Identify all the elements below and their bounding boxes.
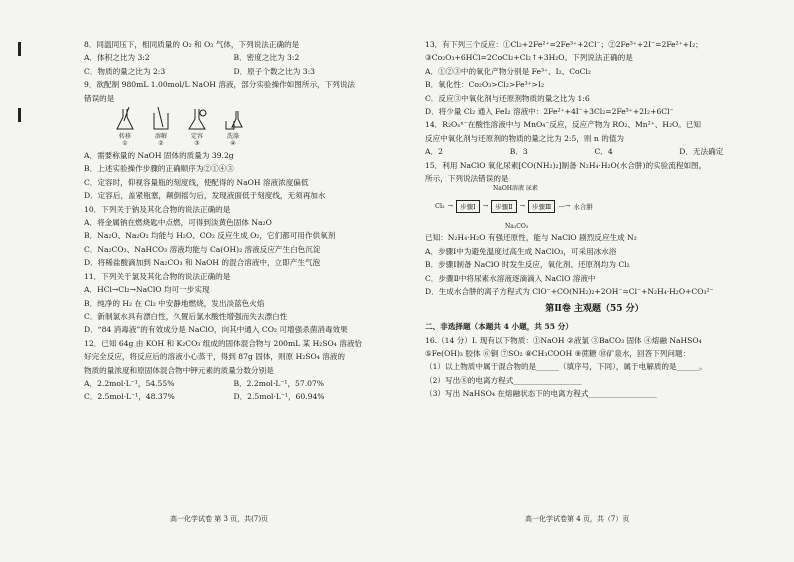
q15-line: 15．利用 NaClO 氧化尿素[CO(NH₂)₂]制备 N₂H₄·H₂O(水合肼)的实验流程如图。	[425, 160, 707, 170]
q14-line: 14．R₂Oₓⁿ⁻在酸性溶液中与 MnO₄⁻反应，反应产物为 RO₂、Mn²⁺、H₂O。已知	[425, 120, 701, 130]
page-4	[397, 0, 794, 562]
q10-option-d: D．将稀盐酸滴加到 Na₂CO₃ 和 NaOH 的混合溶液中，立即产生气泡	[84, 258, 321, 268]
q15-line: 所示，下列说法错误的是	[425, 174, 509, 184]
q10-stem: 10．下列关于钠及其化合物的说法正确的是	[84, 204, 231, 214]
q10-option-c: C．Na₂CO₃、NaHCO₃ 溶液均能与 Ca(OH)₂ 溶液反应产生白色沉淀	[84, 244, 321, 254]
q14-option-b: B．3	[509, 147, 528, 157]
q8-option-a: A．体积之比为 3:2	[84, 53, 150, 63]
q11-option-a: A．HCl→Cl₂→NaClO 均可一步实现	[84, 285, 210, 295]
page-footer: 高一化学试卷 第 3 页，共(7)页	[170, 515, 269, 523]
q13-option-a: A．①②③中的氧化产物分别是 Fe³⁺、I₂、CoCl₂	[425, 66, 591, 76]
q8-stem: 8．同温同压下，相同质量的 O₂ 和 O₃ 气体，下列说法正确的是	[84, 40, 300, 49]
q16-line: 16.（14 分）Ⅰ. 现有以下物质：①NaOH ②液氯 ③BaCO₃ 固体 ④熔融 NaHSO₄	[425, 335, 702, 345]
q16-line: （2）写出⑧的电离方程式__________________	[425, 375, 582, 385]
q12-option-c: C．2.5mol·L⁻¹，48.37%	[84, 392, 175, 402]
arrow-icon: —→	[558, 202, 571, 211]
q9-option-d: D．定容后，盖紧瓶塞，颠倒摇匀后，发现液面低于刻度线，无须再加水	[84, 191, 326, 201]
arrow-icon: →	[482, 202, 489, 211]
arrow-icon: →	[519, 202, 526, 211]
q12-line: 12．已知 64g 由 KOH 和 K₂CO₃ 组成的固体混合物与 200mL 某 H₂SO₄ 溶液恰	[84, 338, 363, 348]
apparatus-wash: 洗涤 ④	[222, 107, 244, 147]
apparatus-transfer: 转移 ①	[114, 107, 136, 147]
flow-step-3: 步骤Ⅲ	[528, 200, 555, 213]
section-title: 第Ⅱ卷 主观题（55 分）	[545, 303, 644, 314]
apparatus-make-volume: 定容 ③	[186, 107, 208, 147]
q14-option-c: C．4	[594, 147, 613, 157]
q11-option-b: B．纯净的 H₂ 在 Cl₂ 中安静地燃烧，发出淡蓝色火焰	[84, 298, 265, 308]
q12-options	[84, 377, 383, 390]
q12-options	[84, 390, 383, 403]
q12-line: 物质的量浓度和原固体混合物中钾元素的质量分数分别是	[84, 365, 274, 375]
subsection-title: 二、非选择题（本题共 4 小题，共 55 分）	[425, 321, 573, 331]
q9-option-a: A．需要称量的 NaOH 固体的质量为 39.2g	[84, 151, 234, 161]
volumetric-flask-icon	[186, 107, 208, 133]
q15-option-b: B．步骤Ⅰ制备 NaClO 时发生反应，氧化剂、还原剂均为 Cl₂	[425, 260, 630, 270]
q15-flow-diagram	[425, 185, 764, 231]
q13-line: ③Co₂O₃+6HCl=2CoCl₂+Cl₂↑+3H₂O。下列说法正确的是	[425, 53, 633, 63]
volumetric-flask-icon	[114, 107, 136, 133]
q14-options	[425, 145, 764, 158]
q15-note: 已知：N₂H₄·H₂O 有强还原性，能与 NaClO 剧烈反应生成 N₂	[425, 233, 637, 243]
q14-option-d: D．无法确定	[679, 147, 724, 157]
flow-inputs: NaOH溶液 尿素	[493, 185, 538, 193]
q14-option-a: A．2	[425, 147, 443, 157]
q16-line: ⑤Fe(OH)₃ 胶体 ⑥铜 ⑦SO₂ ⑧CH₃COOH ⑨蔗糖 ⑩矿泉水，回答下列问题：	[425, 348, 691, 358]
q13-option-c: C．反应③中氧化剂与还原剂物质的量之比为 1:6	[425, 93, 590, 103]
q13-option-b: B．氧化性：Co₂O₃>Cl₂>Fe³⁺>I₂	[425, 80, 545, 90]
q9-stem-cont: 错误的是	[84, 93, 115, 103]
q11-option-d: D．“84 消毒液”的有效成分是 NaClO，向其中通入 CO₂ 可增强杀菌消毒效果	[84, 325, 348, 335]
q15-option-d: D．生成水合肼的离子方程式为 ClO⁻+CO(NH₂)₂+2OH⁻=Cl⁻+N₂H₄·H₂O+CO₃²⁻	[425, 287, 714, 297]
q12-line: 好完全反应，将反应后的溶液小心蒸干，得到 87g 固体，则原 H₂SO₄ 溶液的	[84, 352, 345, 362]
q11-option-c: C．新制氯水具有漂白性，久置后氯水酸性增强而失去漂白性	[84, 311, 288, 321]
arrow-icon: →	[447, 202, 454, 211]
flow-step-1: 步骤Ⅰ	[456, 200, 480, 213]
q11-stem: 11．下列关于氯及其化合物的说法正确的是	[84, 271, 231, 281]
q9-stem: 9．欲配制 980mL 1.00mol/L NaOH 溶液，部分实验操作如图所示，下列说法	[84, 80, 356, 90]
q12-option-a: A．2.2mol·L⁻¹，54.55%	[84, 378, 175, 388]
q13-line: 13．有下列三个反应：①Cl₂+2Fe²⁺=2Fe³⁺+2Cl⁻；②2Fe³⁺+2I⁻=2Fe²⁺+I₂；	[425, 40, 703, 49]
q8-options	[84, 51, 383, 64]
q14-line: 反应中氧化剂与还原剂的物质的量之比为 2:5，则 n 的值为	[425, 133, 625, 143]
beaker-icon	[150, 107, 172, 133]
q8-option-d: D．原子个数之比为 3:3	[233, 66, 315, 76]
q15-option-a: A．步骤Ⅰ中为避免温度过高生成 NaClO₃，可采用冰水浴	[425, 246, 617, 256]
q12-option-d: D．2.5mol·L⁻¹，60.94%	[233, 392, 325, 402]
q9-option-b: B．上述实验操作步骤的正确顺序为②①④③	[84, 164, 234, 174]
q15-option-c: C．步骤Ⅱ中将尿素水溶液逐滴滴入 NaClO 溶液中	[425, 273, 596, 283]
q9-apparatus-figure	[114, 107, 383, 147]
page-footer: 高一化学试卷第 4 页，共（7）页	[525, 515, 630, 523]
q16-line: （3）写出 NaHSO₄ 在熔融状态下的电离方程式__________________	[425, 389, 657, 399]
q10-option-b: B．Na₂O、Na₂O₂ 均能与 H₂O、CO₂ 反应生成 O₂，它们都可用作供氧剂	[84, 231, 336, 241]
apparatus-dissolve: 溶解 ②	[150, 107, 172, 147]
q9-option-c: C．定容时，仰视容量瓶的刻度线，使配得的 NaOH 溶液浓度偏低	[84, 177, 309, 187]
q16-line: （1）以上物质中属于混合物的是______（填序号，下同），属于电解质的是______。	[425, 362, 707, 372]
q8-options	[84, 65, 383, 78]
flow-chain	[435, 193, 764, 219]
q10-option-a: A．将金属钠在燃烧匙中点燃，可得到淡黄色固体 Na₂O	[84, 218, 272, 228]
q13-option-d: D．将少量 Cl₂ 通入 FeI₂ 溶液中：2Fe²⁺+4I⁻+3Cl₂=2Fe³⁺+2I₂+6Cl⁻	[425, 107, 674, 117]
q12-option-b: B．2.2mol·L⁻¹，57.07%	[233, 378, 325, 388]
q8-option-b: B．密度之比为 3:2	[233, 53, 300, 63]
q8-option-c: C．物质的量之比为 2:3	[84, 66, 166, 76]
flow-step-2: 步骤Ⅱ	[491, 200, 516, 213]
flow-start: Cl₂	[435, 202, 445, 211]
flask-pour-icon	[222, 107, 244, 133]
flow-end: 水合肼	[573, 202, 593, 211]
flow-byproduct: Na₂CO₃	[505, 223, 529, 231]
